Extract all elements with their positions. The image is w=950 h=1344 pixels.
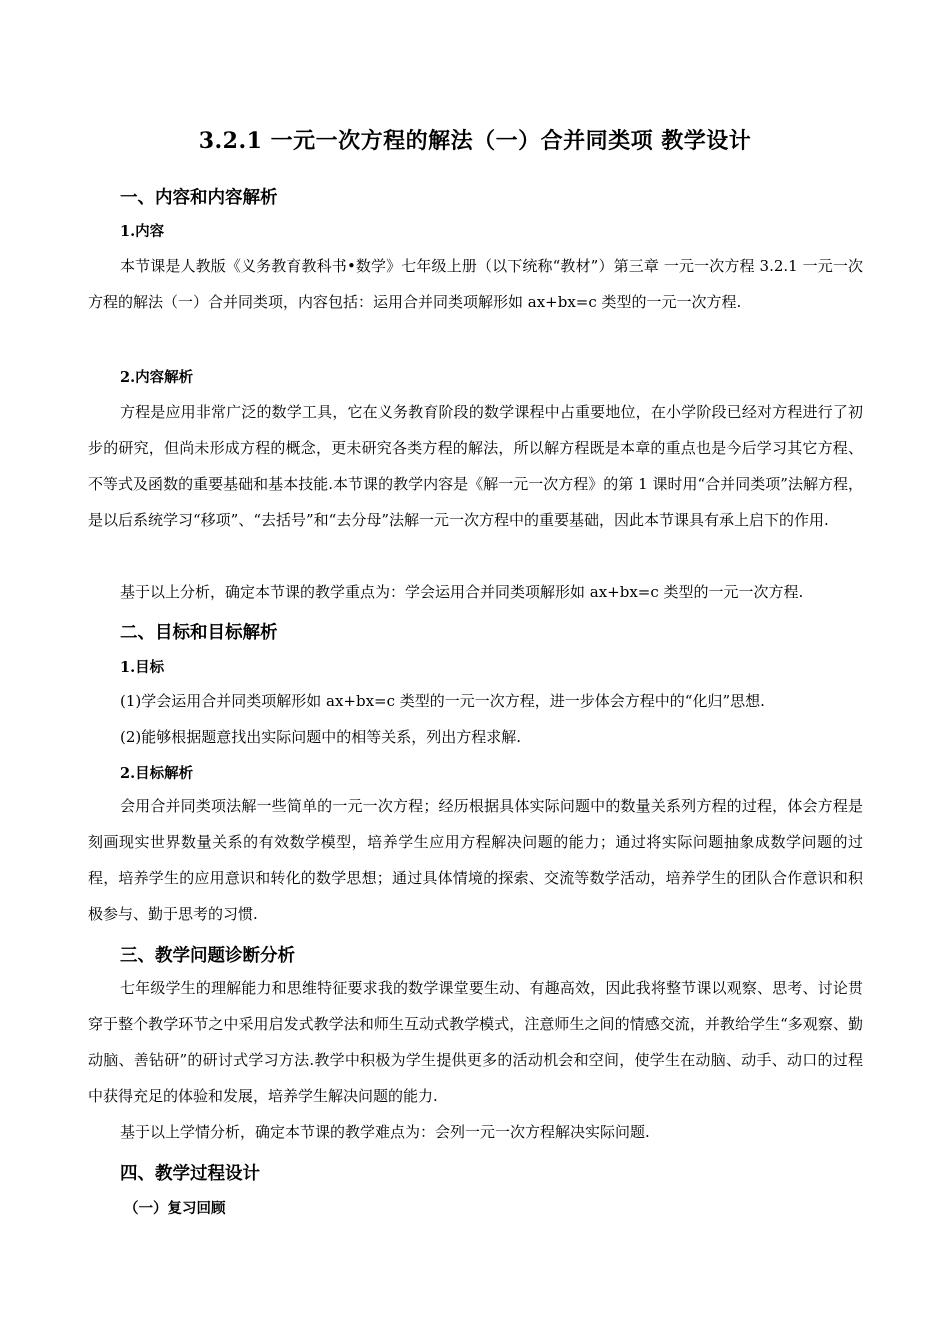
- subheading-content-analysis: 2.内容解析: [120, 369, 194, 386]
- paragraph-content: 本节课是人教版《义务教育教科书•数学》七年级上册（以下统称“教材”）第三章 一元一次方程 3.2.1 一元一次方程的解法（一）合并同类项，内容包括：运用合并同类项解形如 ax+bx=c 类型的一元一次方程.: [88, 257, 863, 311]
- subheading-goals: 1.目标: [120, 659, 165, 676]
- section-heading-4: 四、教学过程设计: [120, 1164, 260, 1184]
- subheading-goal-analysis: 2.目标解析: [120, 765, 194, 782]
- subheading-content: 1.内容: [120, 223, 165, 240]
- section-heading-1: 一、内容和内容解析: [120, 188, 278, 208]
- paragraph-goal-analysis: 会用合并同类项法解一些简单的一元一次方程；经历根据具体实际问题中的数量关系列方程的过程，体会方程是刻画现实世界数量关系的有效数学模型，培养学生应用方程解决问题的能力；通过将实际问题抽象成数学问题的过程，培养学生的应用意识和转化的数学思想；通过具体情境的探索、交流等数学活动，培养学生的团队合作意识和积极参与、勤于思考的习惯.: [88, 797, 863, 923]
- paragraph-difficulty: 基于以上学情分析，确定本节课的教学难点为：会列一元一次方程解决实际问题.: [120, 1123, 650, 1141]
- paragraph-key-point: 基于以上分析，确定本节课的教学重点为：学会运用合并同类项解形如 ax+bx=c 类型的一元一次方程.: [120, 583, 804, 601]
- paragraph-diagnosis: 七年级学生的理解能力和思维特征要求我的数学课堂要生动、有趣高效，因此我将整节课以观察、思考、讨论贯穿于整个教学环节之中采用启发式教学法和师生互动式教学模式，注意师生之间的情感交流，并教给学生“多观察、勤动脑、善钻研”的研讨式学习方法.教学中积极为学生提供更多的活动机会和空间，使学生在动脑、动手、动口的过程中获得充足的体验和发展，培养学生解决问题的能力.: [88, 979, 863, 1105]
- goal-item-2: (2)能够根据题意找出实际问题中的相等关系，列出方程求解.: [120, 728, 522, 746]
- section-heading-2: 二、目标和目标解析: [120, 623, 278, 643]
- subheading-review: （一）复习回顾: [124, 1200, 226, 1217]
- goal-item-1: (1)学会运用合并同类项解形如 ax+bx=c 类型的一元一次方程，进一步体会方程中的“化归”思想.: [120, 692, 765, 710]
- section-heading-3: 三、教学问题诊断分析: [120, 946, 295, 966]
- paragraph-content-analysis: 方程是应用非常广泛的数学工具，它在义务教育阶段的数学课程中占重要地位，在小学阶段已经对方程进行了初步的研究，但尚未形成方程的概念，更未研究各类方程的解法，所以解方程既是本章的重点也是今后学习其它方程、不等式及函数的重要基础和基本技能.本节课的教学内容是《解一元一次方程》的第 1 课时用“合并同类项”法解方程，是以后系统学习“移项”、“去括号”和“去分母”法解一元一次方程中的重要基础，因此本节课具有承上启下的作用.: [88, 403, 863, 529]
- page-title: 3.2.1 一元一次方程的解法（一）合并同类项 教学设计: [198, 128, 752, 154]
